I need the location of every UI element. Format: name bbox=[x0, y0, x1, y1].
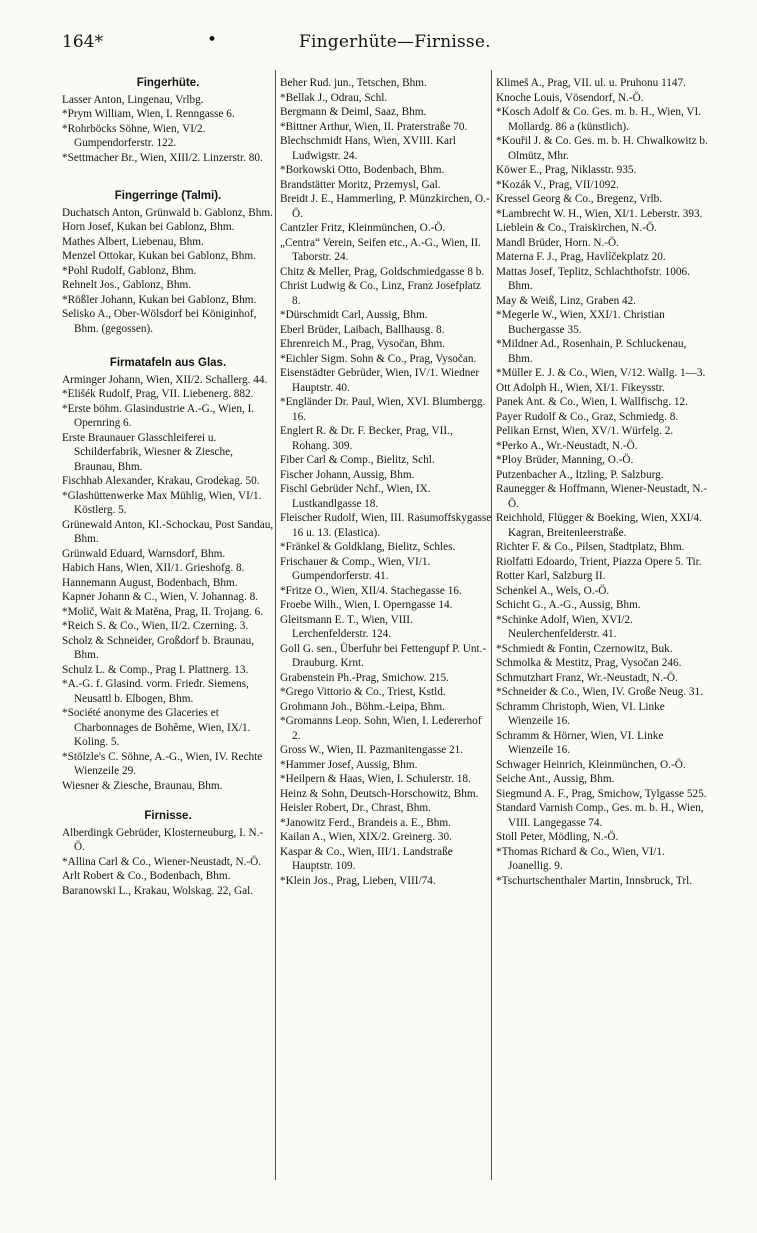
list-item: Mandl Brüder, Horn. N.-Ö. bbox=[496, 236, 619, 249]
list-item: *Schmiedt & Fontin, Czernowitz, Buk. bbox=[496, 642, 673, 655]
list-item: *Prym William, Wien, I. Renngasse 6. bbox=[62, 108, 235, 120]
section-firnisse-cont-2 bbox=[496, 76, 708, 888]
list-item: Goll G. sen., Überfuhr bei Fettengupf P. Unt.-Drauburg. Krnt. bbox=[280, 642, 487, 669]
list-item: Schulz L. & Comp., Prag I. Plattnerg. 13. bbox=[62, 663, 249, 676]
list-item: Rotter Karl, Salzburg II. bbox=[496, 570, 606, 582]
column-1 bbox=[62, 76, 274, 908]
list-item: *Kozák V., Prag, VII/1092. bbox=[496, 178, 619, 191]
list-item: Brandstätter Moritz, Przemysl, Gal. bbox=[280, 178, 441, 191]
list-item: *Kosch Adolf & Co. Ges. m. b. H., Wien, VI. Mollardg. 86 a (künstlich). bbox=[496, 106, 702, 133]
list-item: Menzel Ottokar, Kukan bei Gablonz, Bhm. bbox=[62, 250, 256, 262]
section-title: Fingerhüte. bbox=[136, 77, 200, 89]
list-item: *Glashüttenwerke Max Mühlig, Wien, VI/1. Köstlerg. 5. bbox=[62, 489, 262, 516]
list-item: Köwer E., Prag, Niklasstr. 935. bbox=[496, 164, 637, 176]
list-item: Arminger Johann, Wien, XII/2. Schallerg. 44. bbox=[62, 373, 268, 386]
list-item: Kailan A., Wien, XIX/2. Greinerg. 30. bbox=[280, 831, 452, 843]
list-item: *Kouřil J. & Co. Ges. m. b. H. Chwalkowitz b. Olmütz, Mhr. bbox=[496, 135, 708, 162]
section-firnisse bbox=[62, 809, 274, 898]
list-item: *Lambrecht W. H., Wien, XI/1. Leberstr. 393. bbox=[496, 207, 703, 220]
list-item: Mattas Josef, Teplitz, Schlachthofstr. 1006. Bhm. bbox=[496, 265, 690, 292]
list-item: Frischauer & Comp., Wien, VI/1. Gumpendorferstr. 41. bbox=[280, 555, 431, 582]
list-item: Breidt J. E., Hammerling, P. Münzkirchen, O.-Ö. bbox=[280, 193, 490, 220]
list-item: *Mildner Ad., Rosenhain, P. Schluckenau, Bhm. bbox=[496, 338, 687, 365]
list-item: *Borkowski Otto, Bodenbach, Bhm. bbox=[280, 164, 445, 176]
list-item: Baranowski L., Krakau, Wolskag. 22, Gal. bbox=[62, 884, 254, 897]
list-item: Seiche Ant., Aussig, Bhm. bbox=[496, 773, 615, 785]
list-item: Materna F. J., Prag, Havlíčekplatz 20. bbox=[496, 251, 666, 263]
list-item: Schicht G., A.-G., Aussig, Bhm. bbox=[496, 599, 641, 611]
list-item: *Perko A., Wr.-Neustadt, N.-Ö. bbox=[496, 439, 638, 452]
list-item: Lieblein & Co., Traiskirchen, N.-Ö. bbox=[496, 222, 657, 234]
list-item: „Centra“ Verein, Seifen etc., A.-G., Wien, II. Taborstr. 24. bbox=[280, 236, 481, 263]
list-item: *Reich S. & Co., Wien, II/2. Czerning. 3. bbox=[62, 620, 249, 632]
list-item: *Müller E. J. & Co., Wien, V/12. Wallg. 1—3. bbox=[496, 367, 706, 379]
list-item: Reichhold, Flügger & Boeking, Wien, XXI/4. Kagran, Breitenleerstraße. bbox=[496, 512, 702, 539]
list-item: *Stölzle's C. Söhne, A.-G., Wien, IV. Rechte Wienzeile 29. bbox=[62, 750, 263, 777]
list-item: *Fritze O., Wien, XII/4. Stachegasse 16. bbox=[280, 584, 462, 597]
page-number: 164* bbox=[62, 32, 103, 52]
page-title: Fingerhüte—Firnisse. bbox=[299, 32, 491, 52]
list-item: Gross W., Wien, II. Pazmanitengasse 21. bbox=[280, 744, 464, 756]
list-item: *Eichler Sigm. Sohn & Co., Prag, Vysočan. bbox=[280, 352, 477, 365]
list-item: Bergmann & Deiml, Saaz, Bhm. bbox=[280, 106, 427, 118]
list-item: Ott Adolph H., Wien, XI/1. Fikeysstr. bbox=[496, 381, 665, 394]
list-item: Schramm & Hörner, Wien, VI. Linke Wienzeile 16. bbox=[496, 729, 664, 756]
list-item: Wiesner & Ziesche, Braunau, Bhm. bbox=[62, 779, 223, 792]
list-item: Standard Varnish Comp., Ges. m. b. H., Wien, VIII. Langegasse 74. bbox=[496, 802, 704, 829]
list-item: *Megerle W., Wien, XXI/1. Christian Buchergasse 35. bbox=[496, 309, 665, 336]
list-item: Scholz & Schneider, Großdorf b. Braunau, Bhm. bbox=[62, 634, 255, 661]
list-item: Riolfatti Edoardo, Trient, Piazza Opere 5. Tir. bbox=[496, 555, 702, 568]
list-item: Schenkel A., Wels, O.-Ö. bbox=[496, 584, 610, 597]
list-item: Eisenstädter Gebrüder, Wien, IV/1. Wiedner Hauptstr. 40. bbox=[280, 367, 480, 394]
list-item: Richter F. & Co., Pilsen, Stadtplatz, Bhm. bbox=[496, 541, 685, 553]
list-item: Siegmund A. F., Prag, Smichow, Tylgasse 525. bbox=[496, 787, 707, 800]
list-item: Grünewald Anton, Kl.-Schockau, Post Sandau, Bhm. bbox=[62, 518, 274, 545]
list-item: Raunegger & Hoffmann, Wiener-Neustadt, N.-Ö. bbox=[496, 483, 708, 510]
list-item: Ehrenreich M., Prag, Vysočan, Bhm. bbox=[280, 338, 446, 350]
list-item: Panek Ant. & Co., Wien, I. Wallfischg. 12. bbox=[496, 396, 688, 408]
list-item: Payer Rudolf & Co., Graz, Schmiedg. 8. bbox=[496, 410, 679, 423]
list-item: Schmolka & Mestitz, Prag, Vysočan 246. bbox=[496, 657, 682, 669]
list-item: Selisko A., Ober-Wölsdorf bei Königinhof, Bhm. (gegossen). bbox=[62, 308, 257, 335]
column-3 bbox=[496, 76, 708, 898]
list-item: Froebe Wilh., Wien, I. Operngasse 14. bbox=[280, 599, 453, 611]
list-item: Stoll Peter, Mödling, N.-Ö. bbox=[496, 831, 619, 843]
list-item: Hannemann August, Bodenbach, Bhm. bbox=[62, 576, 238, 589]
list-item: *Thomas Richard & Co., Wien, VI/1. Joanellig. 9. bbox=[496, 845, 665, 872]
list-item: *Heilpern & Haas, Wien, I. Schulerstr. 18. bbox=[280, 773, 471, 785]
section-title: Firmatafeln aus Glas. bbox=[109, 357, 227, 369]
list-item: Duchatsch Anton, Grünwald b. Gablonz, Bhm. bbox=[62, 206, 273, 219]
column-rule-left bbox=[275, 70, 276, 1180]
list-item: Fleischer Rudolf, Wien, III. Rasumoffskygasse 16 u. 13. (Elastica). bbox=[280, 512, 492, 539]
list-item: *Société anonyme des Glaceries et Charbonnages de Bohême, Wien, IX/1. Koling. 5. bbox=[62, 707, 251, 748]
list-item: *Ploy Brüder, Manning, O.-Ö. bbox=[496, 454, 634, 466]
list-item: *Schinke Adolf, Wien, XVI/2. Neulerchenfelderstr. 41. bbox=[496, 613, 633, 640]
list-item: *Rößler Johann, Kukan bei Gablonz, Bhm. bbox=[62, 293, 257, 306]
list-item: *Klein Jos., Prag, Lieben, VIII/74. bbox=[280, 874, 436, 887]
list-item: Heinz & Sohn, Deutsch-Horschowitz, Bhm. bbox=[280, 787, 479, 800]
list-item: Gleitsmann E. T., Wien, VIII. Lerchenfelderstr. 124. bbox=[280, 613, 413, 640]
list-item: Alberdingk Gebrüder, Klosterneuburg, I. N.-Ö. bbox=[62, 826, 264, 853]
list-item: *Pohl Rudolf, Gablonz, Bhm. bbox=[62, 264, 197, 277]
list-item: Grünwald Eduard, Warnsdorf, Bhm. bbox=[62, 547, 226, 560]
list-item: Grabenstein Ph.-Prag, Smichow. 215. bbox=[280, 671, 449, 684]
list-item: *Bittner Arthur, Wien, II. Praterstraße 70. bbox=[280, 120, 468, 133]
list-item: Beher Rud. jun., Tetschen, Bhm. bbox=[280, 77, 427, 89]
page-header bbox=[62, 32, 702, 54]
list-item: Kaspar & Co., Wien, III/1. Landstraße Hauptstr. 109. bbox=[280, 845, 453, 872]
column-2 bbox=[280, 76, 492, 898]
list-item: Erste Braunauer Glasschleiferei u. Schilderfabrik, Wiesner & Ziesche, Braunau, Bhm. bbox=[62, 431, 233, 473]
list-item: *Allina Carl & Co., Wiener-Neustadt, N.-Ö. bbox=[62, 855, 262, 868]
list-item: *Fränkel & Goldklang, Bielitz, Schles. bbox=[280, 541, 456, 553]
list-item: Cantzler Fritz, Kleinmünchen, O.-Ö. bbox=[280, 222, 446, 234]
section-firmatafeln bbox=[62, 356, 274, 793]
list-item: Horn Josef, Kukan bei Gablonz, Bhm. bbox=[62, 221, 235, 233]
list-item: *A.-G. f. Glasind. vorm. Friedr. Siemens, Neusattl b. Elbogen, Bhm. bbox=[62, 678, 249, 705]
list-item: *Hammer Josef, Aussig, Bhm. bbox=[280, 758, 418, 771]
list-item: *Elišék Rudolf, Prag, VII. Liebenerg. 882. bbox=[62, 388, 254, 400]
list-item: Putzenbacher A., Itzling, P. Salzburg. bbox=[496, 468, 664, 481]
list-item: *Erste böhm. Glasindustrie A.-G., Wien, I. Opernring 6. bbox=[62, 402, 255, 429]
list-item: *Tschurtschenthaler Martin, Innsbruck, Trl. bbox=[496, 874, 693, 887]
list-item: *Settmacher Br., Wien, XIII/2. Linzerstr. 80. bbox=[62, 151, 263, 164]
list-item: *Rohrböcks Söhne, Wien, VI/2. Gumpendorferstr. 122. bbox=[62, 122, 206, 149]
list-item: *Janowitz Ferd., Brandeis a. E., Bhm. bbox=[280, 816, 451, 829]
list-item: Knoche Louis, Vösendorf, N.-Ö. bbox=[496, 91, 644, 104]
list-item: *Dürschmidt Carl, Aussig, Bhm. bbox=[280, 309, 428, 321]
list-item: Fischl Gebrüder Nchf., Wien, IX. Lustkandlgasse 18. bbox=[280, 483, 431, 510]
list-item: *Bellak J., Odrau, Schl. bbox=[280, 91, 388, 104]
list-item: Fiber Carl & Comp., Bielitz, Schl. bbox=[280, 454, 435, 466]
list-item: Chitz & Meller, Prag, Goldschmiedgasse 8 b. bbox=[280, 265, 485, 278]
list-item: Klimeš A., Prag, VII. ul. u. Pruhonu 1147. bbox=[496, 77, 686, 89]
list-item: Fischer Johann, Aussig, Bhm. bbox=[280, 468, 415, 481]
list-item: Schmutzhart Franz, Wr.-Neustadt, N.-Ö. bbox=[496, 671, 678, 684]
list-item: May & Weiß, Linz, Graben 42. bbox=[496, 294, 637, 307]
list-item: Schramm Christoph, Wien, VI. Linke Wienzeile 16. bbox=[496, 700, 665, 727]
list-item: Pelikan Ernst, Wien, XV/1. Würfelg. 2. bbox=[496, 425, 674, 437]
list-item: Rehnelt Jos., Gablonz, Bhm. bbox=[62, 279, 192, 291]
list-item: *Molič, Wait & Matěna, Prag, II. Trojang. 6. bbox=[62, 605, 264, 618]
section-firnisse-cont bbox=[280, 76, 492, 888]
list-item: *Engländer Dr. Paul, Wien, XVI. Blumbergg. 16. bbox=[280, 396, 486, 423]
list-item: Habich Hans, Wien, XII/1. Grieshofg. 8. bbox=[62, 562, 245, 574]
list-item: Englert R. & Dr. F. Becker, Prag, VII., Rohang. 309. bbox=[280, 425, 453, 452]
list-item: Christ Ludwig & Co., Linz, Franz Josefplatz 8. bbox=[280, 280, 481, 307]
section-title: Fingerringe (Talmi). bbox=[114, 190, 222, 202]
list-item: Grohmann Joh., Böhm.-Leipa, Bhm. bbox=[280, 700, 445, 713]
list-item: Arlt Robert & Co., Bodenbach, Bhm. bbox=[62, 870, 231, 882]
list-item: Mathes Albert, Liebenau, Bhm. bbox=[62, 235, 204, 248]
list-item: Lasser Anton, Lingenau, Vrlbg. bbox=[62, 93, 204, 106]
list-item: Schwager Heinrich, Kleinmünchen, O.-Ö. bbox=[496, 758, 686, 771]
header-dot: • bbox=[207, 30, 218, 50]
list-item: Blechschmidt Hans, Wien, XVIII. Karl Ludwigstr. 24. bbox=[280, 135, 456, 162]
list-item: Kapner Johann & C., Wien, V. Johannag. 8. bbox=[62, 591, 259, 603]
list-item: Kressel Georg & Co., Bregenz, Vrlb. bbox=[496, 193, 663, 205]
section-fingerringe bbox=[62, 189, 274, 336]
list-item: Eberl Brüder, Laibach, Ballhausg. 8. bbox=[280, 323, 445, 336]
list-item: *Gromanns Leop. Sohn, Wien, I. Ledererhof 2. bbox=[280, 715, 482, 742]
list-item: *Grego Vittorio & Co., Triest, Kstld. bbox=[280, 686, 446, 698]
list-item: Heisler Robert, Dr., Chrast, Bhm. bbox=[280, 802, 431, 814]
list-item: *Schneider & Co., Wien, IV. Große Neug. 31. bbox=[496, 686, 703, 698]
list-item: Fischhab Alexander, Krakau, Grodekag. 50. bbox=[62, 475, 260, 487]
section-title: Firnisse. bbox=[144, 810, 192, 822]
section-fingerhuete bbox=[62, 76, 274, 165]
